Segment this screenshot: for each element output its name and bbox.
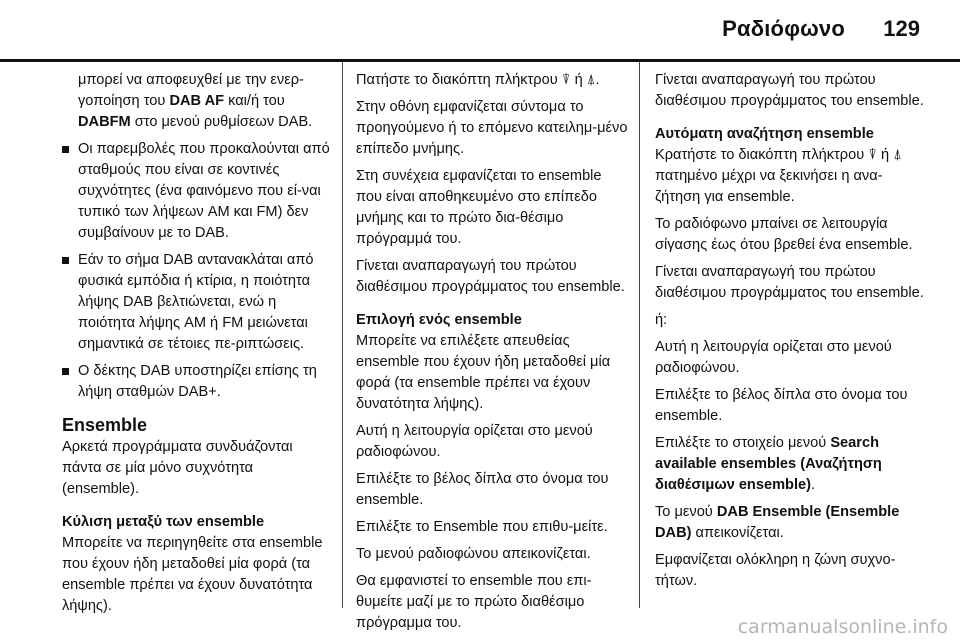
text-run: και/ή του	[224, 93, 285, 109]
column-divider	[639, 62, 640, 608]
column-divider	[342, 62, 343, 608]
paragraph: Επιλέξτε το βέλος δίπλα στο όνομα του ensemble.	[655, 387, 908, 424]
paragraph: Γίνεται αναπαραγωγή του πρώτου διαθέσιμου προγράμματος του ensemble.	[655, 72, 924, 109]
bullet-text: Οι παρεμβολές που προκαλούνται από σταθμούς που είναι σε κοντινές συχνότητες (ένα φαινόμενο που εί-ναι τυπικό των λήψεων AM και FM) δεν συμβαίνουν με το DAB.	[78, 141, 330, 241]
column-2	[356, 70, 628, 640]
continuation-paragraph	[62, 70, 334, 133]
bullet-text: Εάν το σήμα DAB αντανακλάται από φυσικά εμπόδια ή κτίρια, η ποιότητα λήψης DAB βελτιώνεται, ενώ η ποιότητα λήψης AM ή FM μειώνεται σημαντικά σε τέτοιες πε-ριπτώσεις.	[78, 252, 314, 352]
text-run: Επιλέξτε το στοιχείο μενού	[655, 435, 831, 451]
text-run: μπορεί να αποφευχθεί με την ενερ-γοποίηση του	[78, 72, 304, 109]
menu-term: DAB AF	[169, 93, 225, 109]
bullet-icon	[62, 257, 69, 264]
paragraph	[655, 502, 927, 544]
menu-term: Search available ensembles (Αναζήτηση διαθέσιμων ensemble)	[655, 435, 882, 493]
text-run: απεικονίζεται.	[691, 525, 784, 541]
paragraph: Το μενού ραδιοφώνου απεικονίζεται.	[356, 546, 591, 562]
paragraph: Αυτή η λειτουργία ορίζεται στο μενού ραδιοφώνου.	[356, 423, 593, 460]
paragraph: Επιλέξτε το Ensemble που επιθυ-μείτε.	[356, 519, 608, 535]
bullet-item	[62, 139, 334, 244]
text-run: Το μενού	[655, 504, 717, 520]
bullet-item	[62, 250, 334, 355]
subsection-heading: Αυτόματη αναζήτηση ensemble	[655, 126, 874, 142]
paragraph: Πατήστε το διακόπτη πλήκτρου ⍒ ή ⍋.	[356, 72, 600, 88]
paragraph: Γίνεται αναπαραγωγή του πρώτου διαθέσιμου προγράμματος του ensemble.	[655, 264, 924, 301]
page-header	[0, 0, 960, 62]
paragraph: Επιλέξτε το βέλος δίπλα στο όνομα του ensemble.	[356, 471, 609, 508]
paragraph: Γίνεται αναπαραγωγή του πρώτου διαθέσιμου προγράμματος του ensemble.	[356, 258, 625, 295]
bullet-text: Ο δέκτης DAB υποστηρίζει επίσης τη λήψη σταθμών DAB+.	[78, 363, 317, 400]
page-number: 129	[883, 16, 920, 41]
paragraph: Μπορείτε να επιλέξετε απευθείας ensemble που έχουν ήδη μεταδοθεί μία φορά (τα ensemble πρέπει να έχουν δυνατότητα λήψης).	[356, 333, 611, 412]
paragraph: ή:	[655, 312, 668, 328]
bullet-icon	[62, 146, 69, 153]
column-1	[62, 70, 334, 623]
menu-term: DAB Ensemble (Ensemble DAB)	[655, 504, 900, 541]
text-run: στο μενού ρυθμίσεων DAB.	[130, 114, 313, 130]
menu-term: DABFM	[78, 114, 131, 130]
paragraph: Μπορείτε να περιηγηθείτε στα ensemble που έχουν ήδη μεταδοθεί μία φορά (τα ensemble πρέπει να έχουν δυνατότητα λήψης).	[62, 535, 323, 614]
watermark: carmanualsonline.info	[737, 616, 948, 638]
paragraph: Στη συνέχεια εμφανίζεται το ensemble που είναι αποθηκευμένο στο επίπεδο μνήμης και το πρώτο δια-θέσιμο πρόγραμμά του.	[356, 168, 602, 247]
subsection-heading: Κύλιση μεταξύ των ensemble	[62, 514, 265, 530]
text-run: .	[811, 477, 816, 493]
paragraph: Στην οθόνη εμφανίζεται σύντομα το προηγούμενο ή το επόμενο κατειλημ-μένο επίπεδο μνήμης.	[356, 99, 628, 157]
section-heading: Ensemble	[62, 415, 148, 435]
paragraph: Αυτή η λειτουργία ορίζεται στο μενού ραδιοφώνου.	[655, 339, 892, 376]
paragraph	[655, 433, 927, 496]
chapter-title: Ραδιόφωνο	[722, 16, 845, 41]
paragraph: Θα εμφανιστεί το ensemble που επι-θυμείτε μαζί με το πρώτο διαθέσιμο πρόγραμμα του.	[356, 573, 592, 631]
paragraph: Αρκετά προγράμματα συνδυάζονται πάντα σε μία μόνο συχνότητα (ensemble).	[62, 439, 293, 497]
paragraph: Εμφανίζεται ολόκληρη η ζώνη συχνο-τήτων.	[655, 552, 896, 589]
column-3	[655, 70, 927, 598]
bullet-item	[62, 361, 334, 403]
header-rule	[0, 59, 960, 62]
paragraph: Το ραδιόφωνο μπαίνει σε λειτουργία σίγασης έως ότου βρεθεί ένα ensemble.	[655, 216, 913, 253]
paragraph: Κρατήστε το διακόπτη πλήκτρου ⍒ ή ⍋ πατημένο μέχρι να ξεκινήσει η ανα-ζήτηση για ensemble.	[655, 147, 902, 205]
bullet-icon	[62, 368, 69, 375]
subsection-heading: Επιλογή ενός ensemble	[356, 312, 522, 328]
